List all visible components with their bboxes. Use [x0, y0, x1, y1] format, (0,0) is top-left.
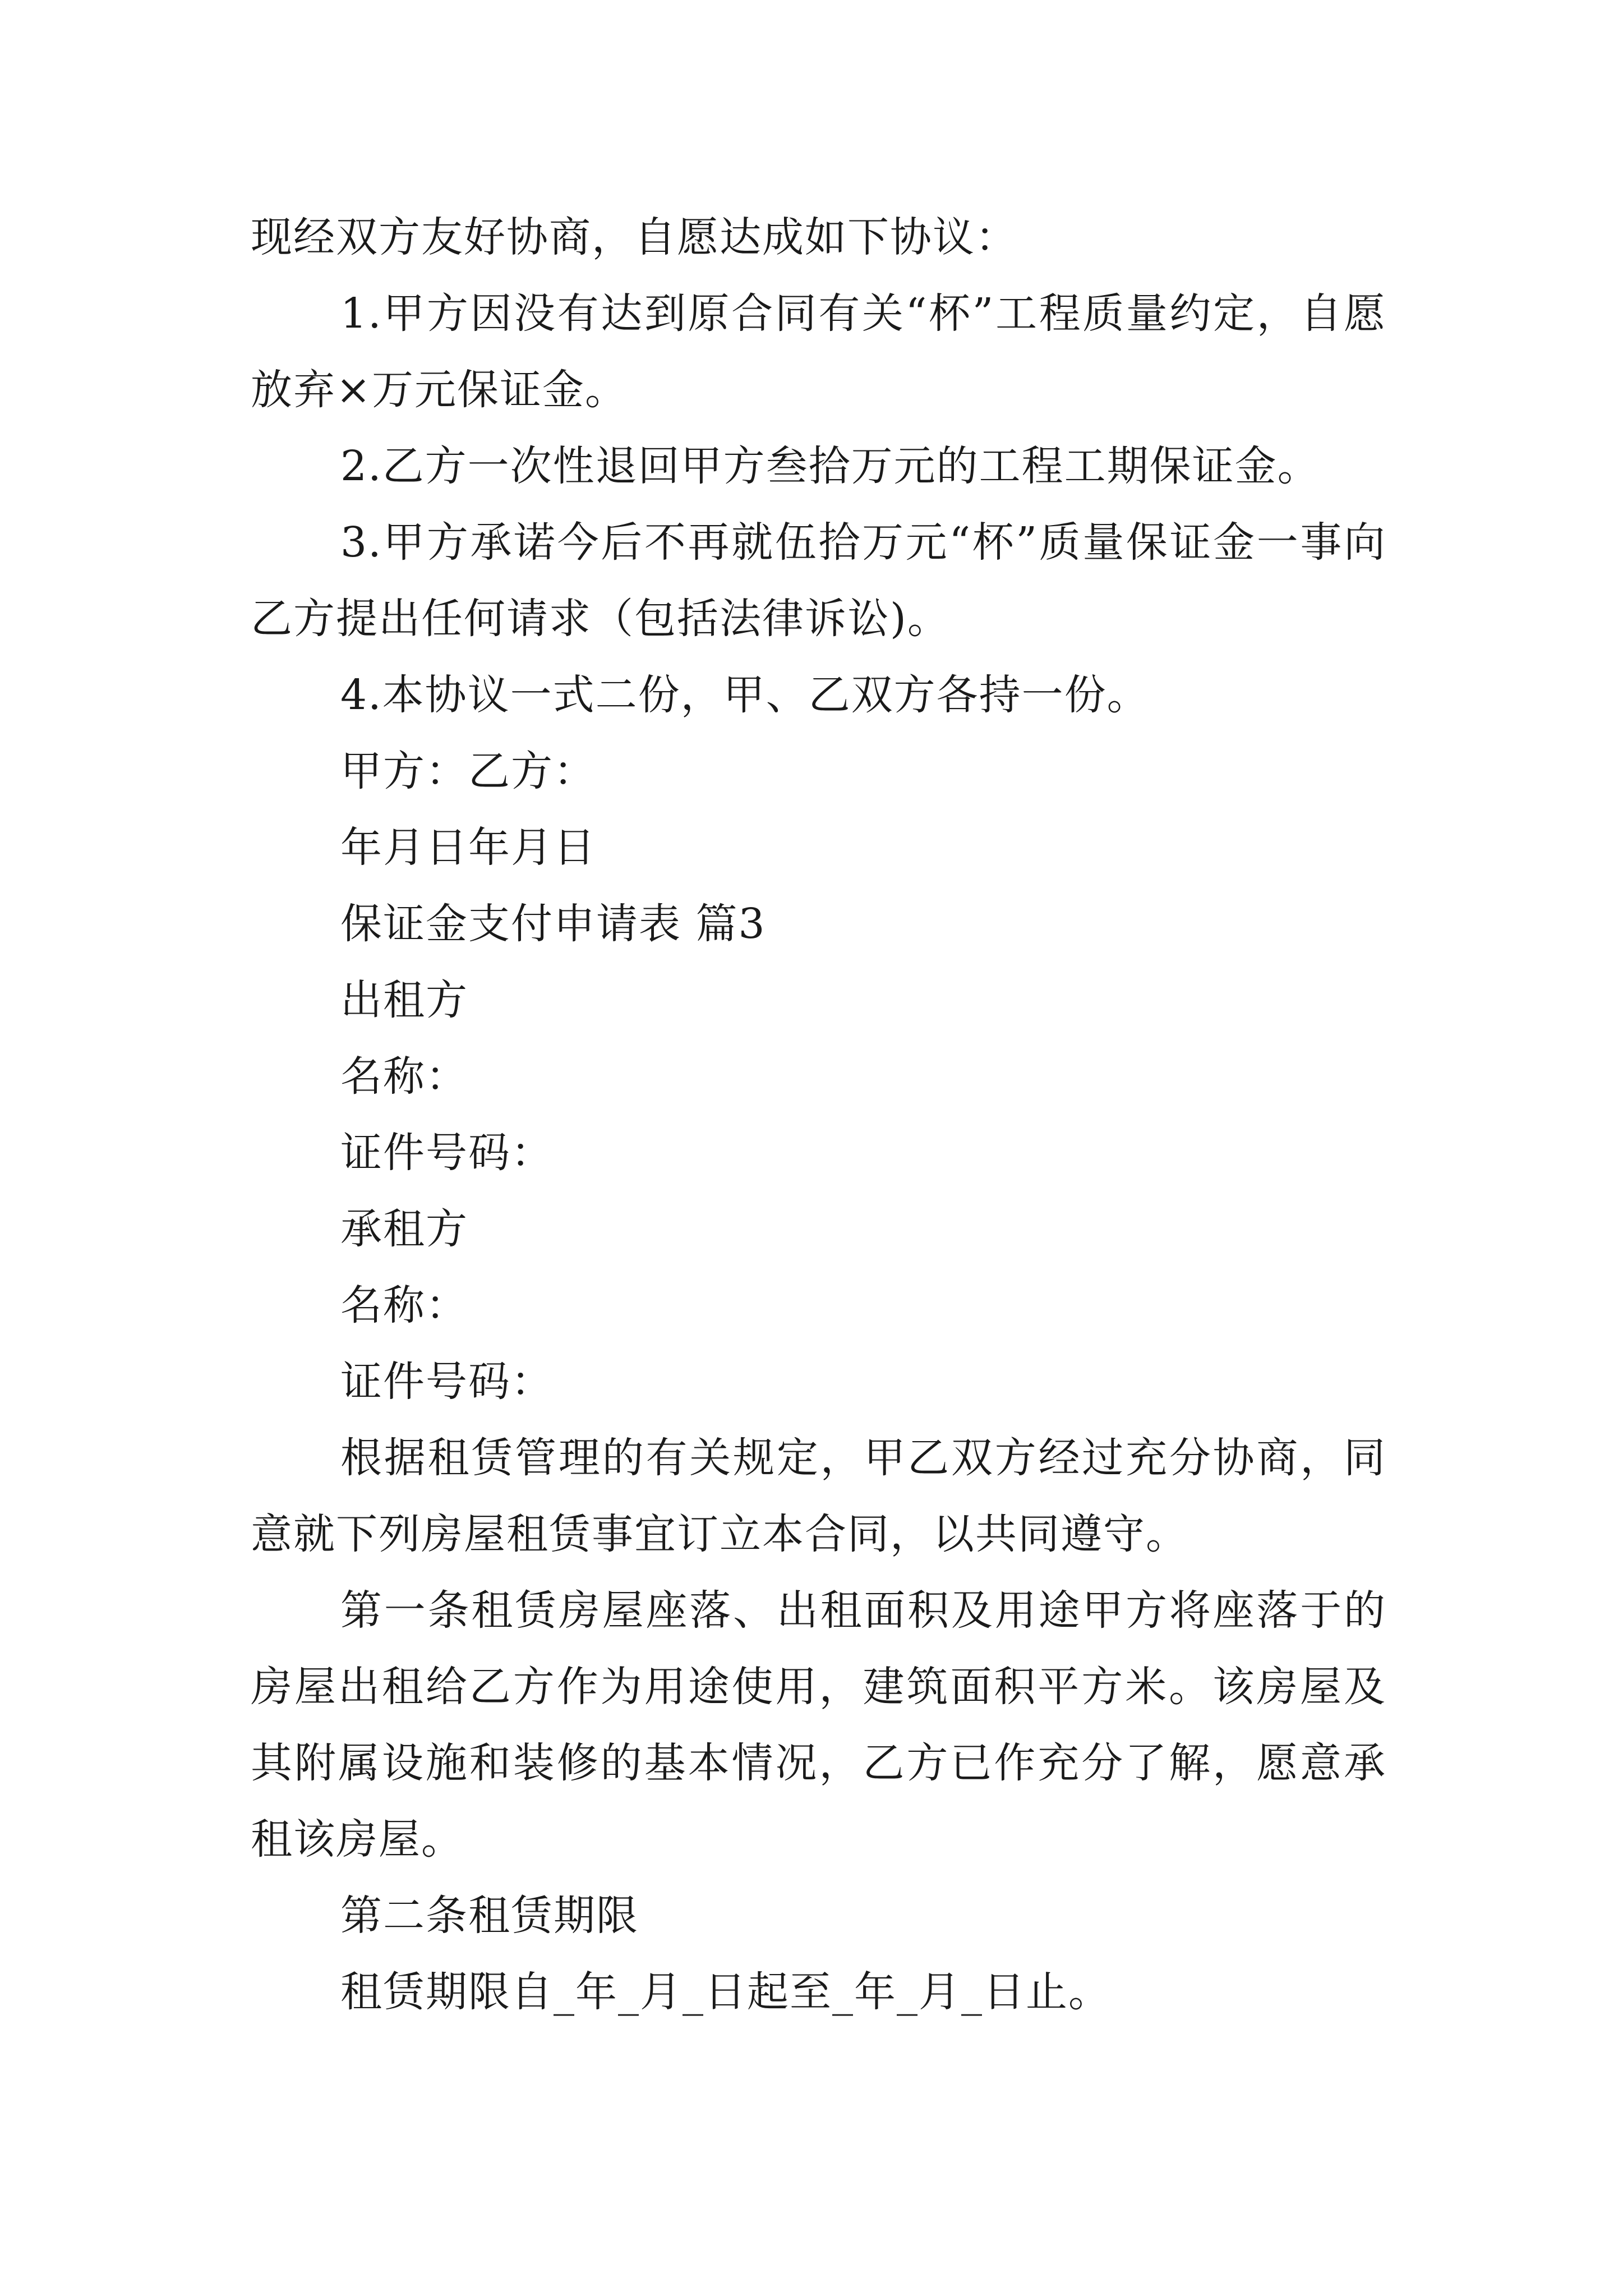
lessee-name-field: 名称： — [340, 1281, 468, 1329]
signature-dates: 年月日年月日 — [340, 823, 596, 872]
lessee-id-field: 证件号码： — [340, 1358, 554, 1406]
lessor-id-field: 证件号码： — [340, 1129, 554, 1177]
article-1: 第一条租赁房屋座落、出租面积及用途甲方将座落于的房屋出租给乙方作为用途使用，建筑面积平方米。该房屋及其附属设施和装修的基本情况，乙方已作充分了解，愿意承租该房屋。 — [251, 1586, 1386, 1864]
lessor-label: 出租方 — [340, 976, 468, 1024]
signature-parties: 甲方：乙方： — [340, 747, 596, 795]
section-heading: 保证金支付申请表 篇3 — [340, 900, 766, 948]
lessee-label: 承租方 — [340, 1205, 468, 1253]
clause-4: 4.本协议一式二份，甲、乙双方各持一份。 — [340, 671, 1150, 719]
agreement-intro: 现经双方友好协商，自愿达成如下协议： — [251, 213, 1018, 261]
clause-3: 3.甲方承诺今后不再就伍拾万元“杯”质量保证金一事向乙方提出任何请求（包括法律诉讼)。 — [251, 518, 1386, 643]
article-2-heading: 第二条租赁期限 — [340, 1892, 639, 1940]
lessor-name-field: 名称： — [340, 1052, 468, 1101]
lease-term: 租赁期限自_年_月_日起至_年_月_日止。 — [340, 1968, 1111, 2016]
clause-1: 1.甲方因没有达到原合同有关“杯”工程质量约定，自愿放弃×万元保证金。 — [251, 289, 1386, 414]
clause-2: 2.乙方一次性退回甲方叁拾万元的工程工期保证金。 — [340, 442, 1320, 490]
document-body — [251, 199, 1386, 2030]
contract-preamble: 根据租赁管理的有关规定，甲乙双方经过充分协商，同意就下列房屋租赁事宜订立本合同，以共同遵守。 — [251, 1434, 1386, 1558]
